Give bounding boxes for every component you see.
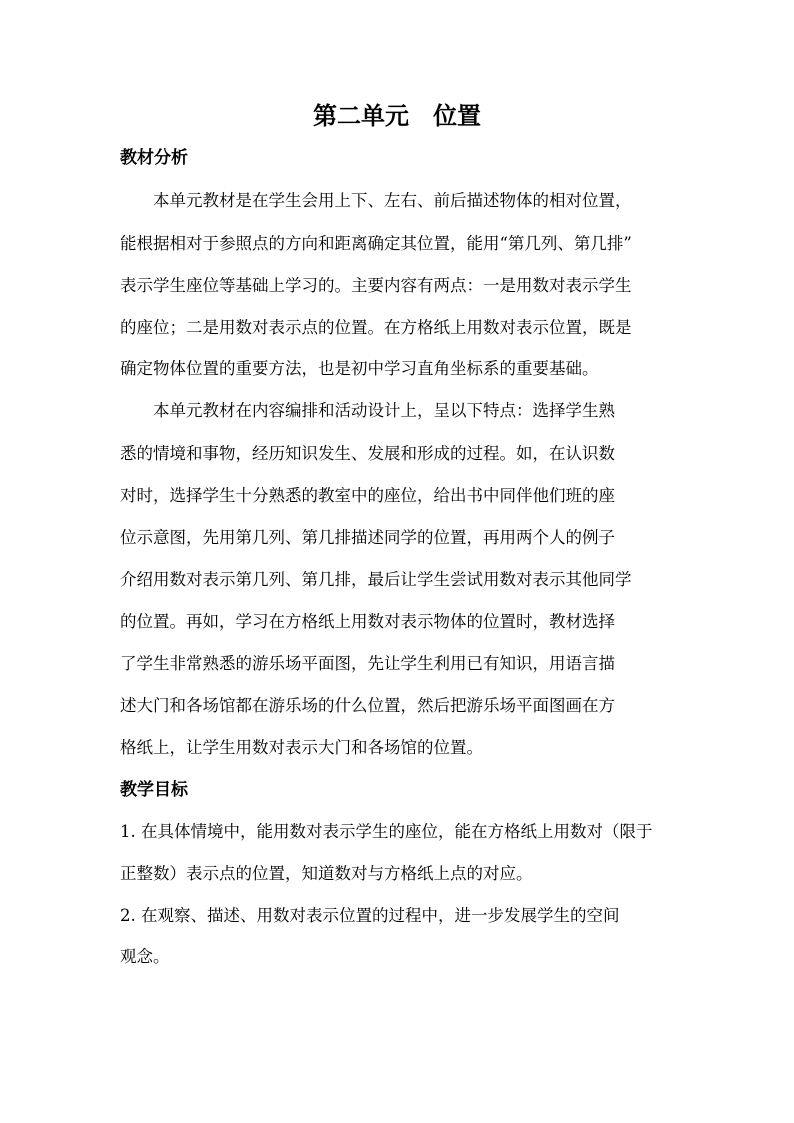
text-line: 的座位；二是用数对表示点的位置。在方格纸上用数对表示位置，既是 <box>120 318 632 337</box>
text-line: 格纸上，让学生用数对表示大门和各场馆的位置。 <box>120 738 483 757</box>
section-heading-textbook-analysis: 教材分析 <box>120 148 188 168</box>
text-line: 述大门和各场馆都在游乐场的什么位置，然后把游乐场平面图画在方 <box>120 696 615 715</box>
text-line: 位示意图，先用第几列、第几排描述同学的位置，再用两个人的例子 <box>120 528 615 547</box>
text-line: 1. 在具体情境中，能用数对表示学生的座位，能在方格纸上用数对（限于 <box>120 822 653 841</box>
text-line: 了学生非常熟悉的游乐场平面图，先让学生利用已有知识，用语言描 <box>120 654 615 673</box>
text-line: 本单元教材是在学生会用上下、左右、前后描述物体的相对位置， <box>153 191 632 210</box>
section-heading-teaching-goals: 教学目标 <box>120 780 188 800</box>
text-line: 表示学生座位等基础上学习的。主要内容有两点：一是用数对表示学生 <box>120 276 632 295</box>
text-line: 观念。 <box>120 947 170 966</box>
text-line: 介绍用数对表示第几列、第几排，最后让学生尝试用数对表示其他同学 <box>120 570 632 589</box>
text-line: 对时，选择学生十分熟悉的教室中的座位，给出书中同伴他们班的座 <box>120 486 615 505</box>
text-line: 正整数）表示点的位置，知道数对与方格纸上点的对应。 <box>120 864 533 883</box>
page-title: 第二单元 位置 <box>313 102 481 130</box>
text-line: 本单元教材在内容编排和活动设计上，呈以下特点：选择学生熟 <box>153 401 615 420</box>
text-line: 2. 在观察、描述、用数对表示位置的过程中，进一步发展学生的空间 <box>120 906 620 925</box>
text-line: 的位置。再如，学习在方格纸上用数对表示物体的位置时，教材选择 <box>120 612 615 631</box>
text-line: 悉的情境和事物，经历知识发生、发展和形成的过程。如，在认识数 <box>120 444 615 463</box>
text-line: 能根据相对于参照点的方向和距离确定其位置，能用“第几列、第几排” <box>120 234 632 253</box>
text-line: 确定物体位置的重要方法，也是初中学习直角坐标系的重要基础。 <box>120 359 599 378</box>
